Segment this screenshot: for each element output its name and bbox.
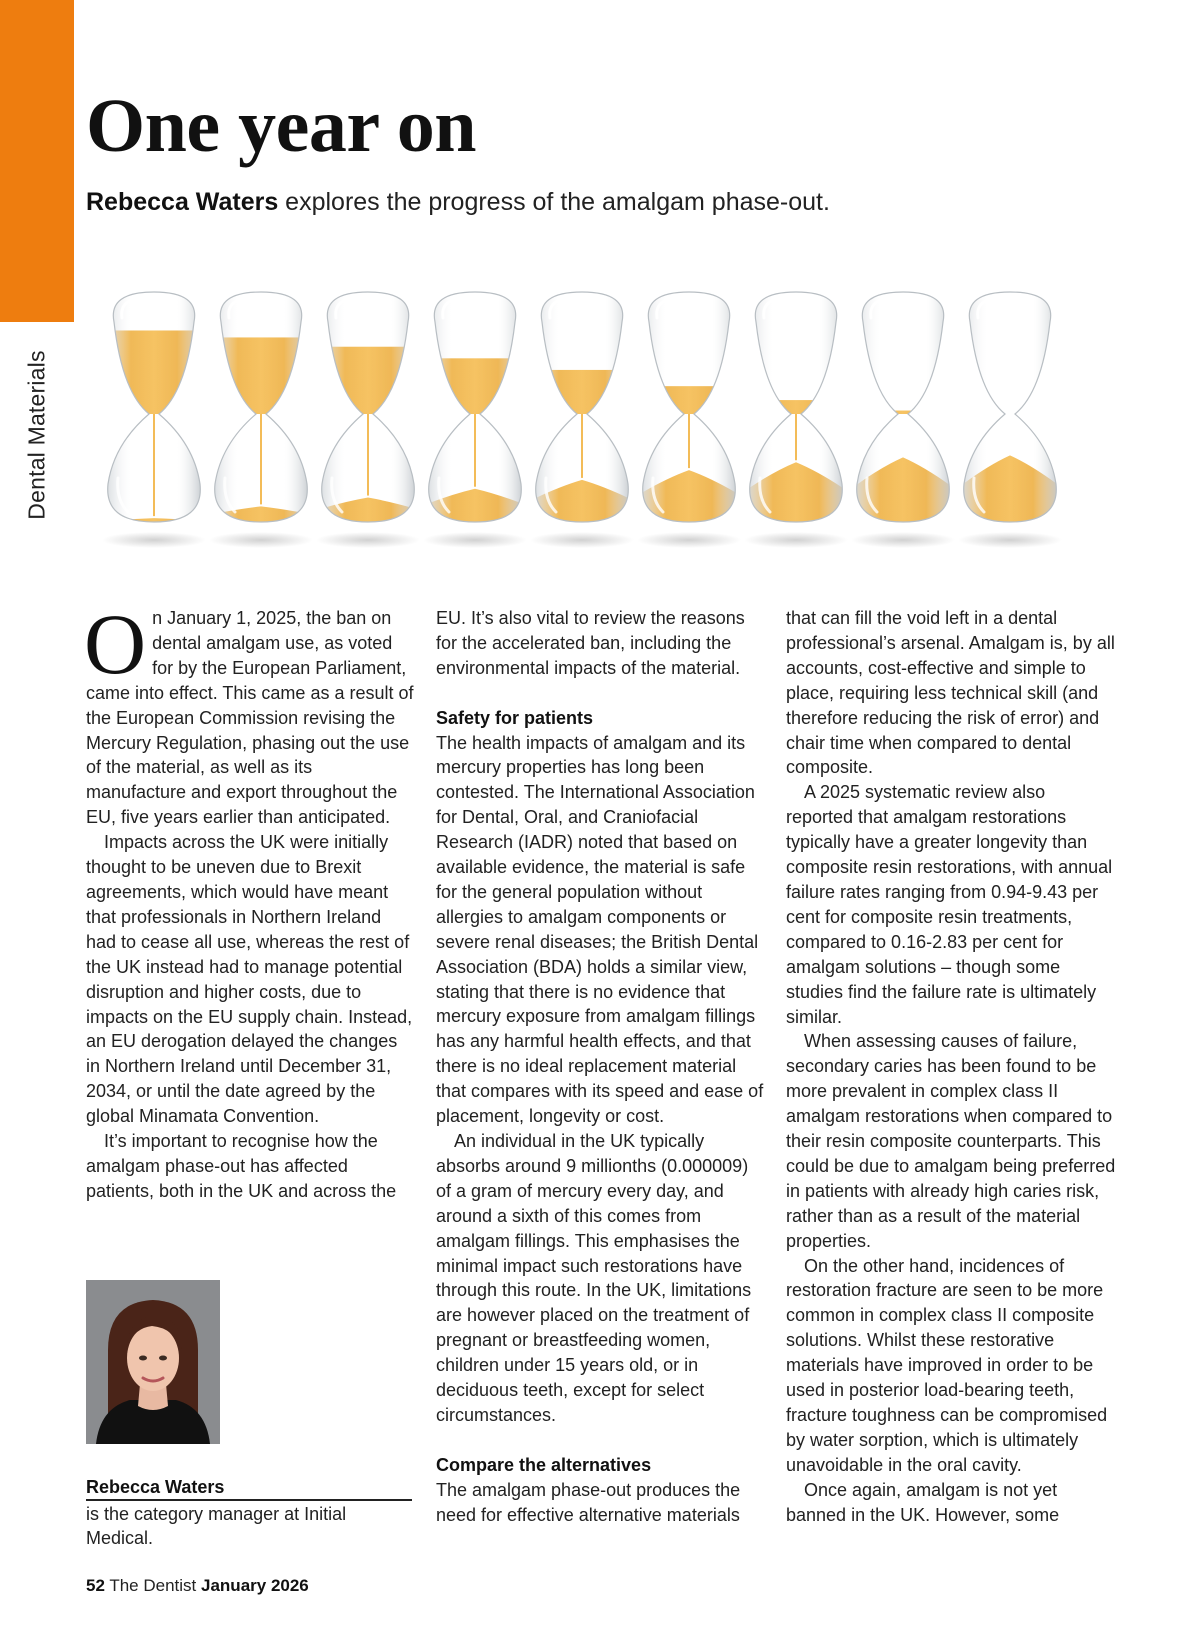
paragraph: When assessing causes of failure, secondary caries has been found to be more prevalent in complex class II amalgam restorations when compared to their resin composite counterparts. This could be due to amalgam being preferred in patients with already high caries risk, rather than as a result of the material properties. <box>786 1031 1116 1251</box>
section-label-text: Dental Materials <box>23 350 50 520</box>
standfirst <box>86 188 830 217</box>
page-footer <box>86 1576 309 1596</box>
paragraph: A 2025 systematic review also reported that amalgam restorations typically have a greater longevity than composite resin restorations, with annual failure rates ranging from 0.94-9.43 per cent for composite resin treatments, compared to 0.16-2.83 per cent for amalgam solutions – though some studies find the failure rate is ultimately similar. <box>786 782 1113 1027</box>
author-bio: is the category manager at Initial Medical. <box>86 1504 347 1548</box>
publication-name: The Dentist <box>109 1576 197 1595</box>
issue-date: January 2026 <box>201 1576 309 1595</box>
section-label <box>12 340 62 530</box>
paragraph: Impacts across the UK were initially thought to be uneven due to Brexit agreements, which would have meant that professionals in Northern Ireland had to cease all use, whereas the rest of the UK instead had to manage potential disruption and higher costs, due to impacts on the EU supply chain. Instead, an EU derogation delayed the changes in Northern Ireland until December 31, 2034, or until the date agreed by the global Minamata Convention. <box>86 832 413 1127</box>
author-name: Rebecca Waters <box>86 1476 412 1501</box>
drop-cap: O <box>84 596 147 692</box>
section-accent-bar <box>0 0 74 322</box>
hourglass-icon <box>637 292 741 548</box>
subheading-alternatives: Compare the alternatives <box>436 1454 652 1475</box>
author-photo <box>86 1280 220 1444</box>
paragraph: EU. It’s also vital to review the reasons for the accelerated ban, including the environmental impacts of the material. <box>436 608 745 678</box>
paragraph: An individual in the UK typically absorbs around 9 millionths (0.000009) of a gram of mercury every day, and around a sixth of this comes from amalgam fillings. This emphasises the minimal impact such restorations have through this route. In the UK, limitations are however placed on the treatment of pregnant or breastfeeding women, children under 15 years old, or in deciduous teeth, except for select circumstances. <box>436 1131 752 1425</box>
paragraph: The health impacts of amalgam and its mercury properties has long been contested. The International Association for Dental, Oral, and Craniofacial Research (IADR) noted that based on available evidence, the material is safe for the general population without allergies to amalgam components or severe renal diseases; the British Dental Association (BDA) holds a similar view, stating that there is no evidence that mercury exposure from amalgam fillings has any harmful health effects, and that there is no ideal replacement material that compares with its speed and ease of placement, longevity or cost. <box>436 732 764 1127</box>
article-column-2 <box>436 606 766 1528</box>
standfirst-author: Rebecca Waters <box>86 188 279 216</box>
paragraph: that can fill the void left in a dental professional’s arsenal. Amalgam is, by all accounts, cost-effective and simple to place, requiring less technical skill (and therefore reducing the risk of error) and chair time when compared to dental composite. <box>786 608 1115 778</box>
hourglass-icon <box>851 292 955 548</box>
hourglass-icon <box>423 292 527 548</box>
hourglass-icon <box>102 292 206 548</box>
hourglass-icon <box>744 292 848 548</box>
standfirst-text: explores the progress of the amalgam phase-out. <box>278 188 830 216</box>
paragraph: On the other hand, incidences of restoration fracture are seen to be more common in complex class II composite solutions. Whilst these restorative materials have improved in order to be used in posterior load-bearing teeth, fracture toughness can be compromised by water sorption, which is ultimately unavoidable in the oral cavity. <box>786 1255 1108 1475</box>
hourglass-icon <box>958 292 1062 548</box>
page-number: 52 <box>86 1576 105 1595</box>
headline: One year on <box>86 84 476 168</box>
paragraph: Once again, amalgam is not yet banned in the UK. However, some <box>786 1479 1060 1525</box>
hourglasses-image <box>96 286 1116 556</box>
article-column-1 <box>84 596 416 1204</box>
paragraph: The amalgam phase-out produces the need for effective alternative materials <box>436 1479 741 1525</box>
article-column-3 <box>786 606 1116 1528</box>
hourglass-icon <box>530 292 634 548</box>
paragraph: n January 1, 2025, the ban on dental amalgam use, as voted for by the European Parliament, came into effect. This came as a result of the European Commission revising the Mercury Regulation, phasing out the use of the material, as well as its manufacture and export throughout the EU, five years earlier than anticipated. <box>86 608 414 828</box>
hourglass-icon <box>209 292 313 548</box>
paragraph: It’s important to recognise how the amalgam phase-out has affected patients, both in the UK and across the <box>86 1131 397 1201</box>
hourglass-icon <box>316 292 420 548</box>
subheading-safety: Safety for patients <box>436 707 594 728</box>
